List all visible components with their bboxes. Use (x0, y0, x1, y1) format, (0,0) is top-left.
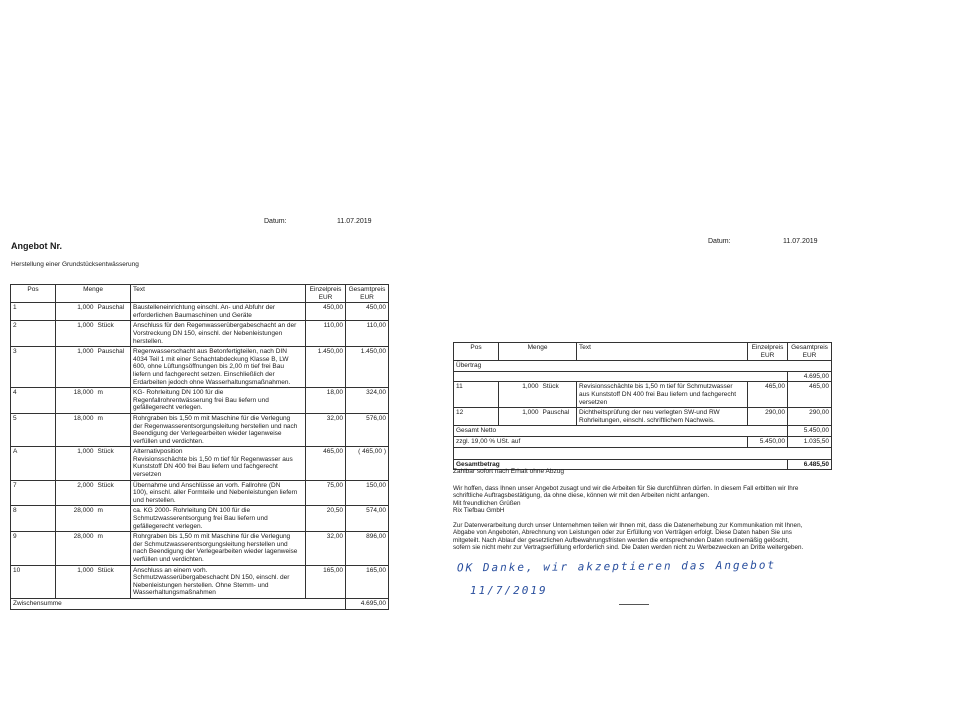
description-line: und herstellen. (133, 496, 176, 504)
row-description (131, 413, 306, 446)
row-qty: 1,000 (56, 565, 96, 598)
description-line: Anschluss an einem vorh. (133, 566, 208, 574)
offer-title: Angebot Nr. (11, 241, 62, 251)
date-value: 11.07.2019 (337, 218, 372, 225)
table-row (11, 480, 389, 506)
row-unit-price: 32,00 (306, 532, 346, 565)
handwritten-acceptance-note: OK Danke, wir akzeptieren das Angebot (456, 558, 777, 575)
subtotal-label: Zwischensumme (11, 598, 346, 609)
vat-row (454, 436, 832, 447)
row-pos: 2 (11, 321, 56, 347)
carry-label: Übertrag (454, 361, 832, 372)
row-description (131, 506, 306, 532)
net-value: 5.450,00 (788, 426, 832, 437)
row-pos: 12 (454, 408, 499, 426)
table-row (11, 303, 389, 321)
payment-note: Zahlbar sofort nach Erhalt ohne Abzug (453, 468, 564, 475)
row-description (577, 382, 748, 408)
description-line: Rohrleitungen, einschl. schriftlichem Nachweis. (579, 416, 715, 424)
description-line: Erdarbeiten jedoch ohne Wasserhaltungsmaßnahmen. (133, 378, 291, 386)
row-qty: 28,000 (56, 506, 96, 532)
text-line: Abgabe von Angeboten, Abrechnung von Leistungen oder zur Erfüllung von Verträgen erfolgt. Diese Daten haben Sie uns (453, 529, 792, 537)
description-line: Regenwasserschacht aus Betonfertigteilen, nach DIN (133, 348, 287, 356)
gross-value: 6.485,50 (788, 459, 832, 470)
row-total: 150,00 (346, 480, 389, 506)
description-line: Baustelleneinrichtung einschl. An- und Abfuhr der (133, 304, 276, 312)
date-value: 11.07.2019 (783, 238, 818, 245)
description-line: Übernahme und Anschlüsse an vorh. Fallrohre (DN (133, 481, 281, 489)
description-line: 100), einschl. aller Formteile und Nebenleistungen liefern (133, 489, 298, 497)
row-pos: 11 (454, 382, 499, 408)
subtotal-value: 4.695,00 (346, 598, 389, 609)
carry-value-row (454, 371, 832, 382)
text-line: Mit freundlichen Grüßen (453, 499, 521, 507)
privacy-text (453, 522, 833, 552)
col-header-menge: Menge (56, 285, 131, 303)
description-line: Alternativposition (133, 448, 183, 456)
description-line: gefällegerecht verlegen. (133, 404, 203, 412)
row-qty: 18,000 (56, 388, 96, 414)
description-line: Regenfallrohrentwässerung frei Bau liefern und (133, 396, 269, 404)
description-line: Anschluss für den Regenwasserübergabeschacht an der (133, 322, 297, 330)
row-pos: A (11, 447, 56, 480)
description-line: Wasserhaltungsmaßnahmen (133, 589, 216, 597)
row-unit-price: 1.450,00 (306, 347, 346, 388)
description-line: herstellen. (133, 337, 163, 345)
row-unit-price: 20,50 (306, 506, 346, 532)
description-line: KG- Rohrleitung DN 100 für die (133, 389, 224, 397)
description-line: Schmutzwasserentsorgung frei Bau liefern und (133, 515, 268, 523)
description-line: aus Kunststoff DN 400 frei Bau liefern und fachgerecht (579, 390, 737, 398)
gross-label: Gesamtbetrag (454, 459, 788, 470)
row-unit: Pauschal (96, 303, 131, 321)
row-unit: Stück (541, 382, 577, 408)
description-line: versetzen (133, 471, 162, 479)
row-description (131, 480, 306, 506)
row-description (131, 532, 306, 565)
description-line: Revisionsschächte bis 1,50 m tief für Regenwasser aus (133, 455, 293, 463)
table-row (11, 321, 389, 347)
row-pos: 4 (11, 388, 56, 414)
row-description (577, 408, 748, 426)
table-header-row (454, 343, 832, 361)
description-line: ca. KG 2000- Rohrleitung DN 100 für die (133, 507, 251, 515)
row-pos: 8 (11, 506, 56, 532)
carry-row (454, 361, 832, 372)
row-unit: Stück (96, 480, 131, 506)
row-unit-price: 110,00 (306, 321, 346, 347)
row-unit-price: 32,00 (306, 413, 346, 446)
row-pos: 1 (11, 303, 56, 321)
closing-text (453, 485, 833, 515)
description-line: liefern und fachgerecht setzen. Einschließlich der (133, 370, 275, 378)
vat-base: 5.450,00 (748, 436, 788, 447)
text-line: Zur Datenverarbeitung durch unser Unternehmen teilen wir Ihnen mit, dass die Datenerhebung zur Kommunikation mit Ihnen, (453, 522, 803, 529)
row-pos: 5 (11, 413, 56, 446)
net-label: Gesamt Netto (454, 426, 788, 437)
offer-table-left (10, 284, 389, 610)
row-unit: m (96, 506, 131, 532)
row-pos: 3 (11, 347, 56, 388)
row-total: 1.450,00 (346, 347, 389, 388)
row-qty: 1,000 (56, 303, 96, 321)
row-unit-price: 450,00 (306, 303, 346, 321)
date-label: Datum: (708, 238, 731, 245)
row-description (131, 347, 306, 388)
description-line: Nebenleistungen herstellen. Ohne Stemm- und (133, 581, 269, 589)
table-row (454, 382, 832, 408)
carry-value: 4.695,00 (788, 371, 832, 382)
subtotal-row (11, 598, 389, 609)
row-unit: m (96, 413, 131, 446)
row-pos: 7 (11, 480, 56, 506)
description-line: Beendigung der Verlegearbeiten wieder lagenweise (133, 430, 282, 438)
table-row (11, 347, 389, 388)
text-line: mitgeteilt. Nach Ablauf der gesetzlichen Aufbewahrungsfristen werden die entsprechenden Daten routinemäßig gelöscht, (453, 536, 790, 544)
row-total: 110,00 (346, 321, 389, 347)
row-description (131, 565, 306, 598)
row-qty: 1,000 (56, 347, 96, 388)
description-line: verfüllen und verdichten. (133, 437, 204, 445)
description-line: verfüllen und verdichten. (133, 556, 204, 563)
text-line: Wir hoffen, dass Ihnen unser Angebot zusagt und wir die Arbeiten für Sie durchführen dürfen. In diesem Fall erbitten wir Ihre (453, 485, 799, 492)
description-line: nach Beendigung der Verlegearbeiten wieder lagenweise (133, 548, 298, 556)
row-total: 324,00 (346, 388, 389, 414)
description-line: Rohrgraben bis 1,50 m mit Maschine für die Verlegung (133, 414, 291, 422)
offer-table-right (453, 342, 832, 470)
row-unit-price: 75,00 (306, 480, 346, 506)
col-header-gesamtpreis: Gesamtpreis EUR (788, 343, 832, 361)
text-line: Rix Tiefbau GmbH (453, 507, 505, 515)
row-pos: 10 (11, 565, 56, 598)
row-description (131, 388, 306, 414)
row-pos: 9 (11, 532, 56, 565)
row-qty: 28,000 (56, 532, 96, 565)
table-row (11, 413, 389, 446)
col-header-pos: Pos (454, 343, 499, 361)
row-description (131, 321, 306, 347)
signature-line (619, 604, 649, 605)
col-header-gesamtpreis: Gesamtpreis EUR (346, 285, 389, 303)
row-unit-price: 290,00 (748, 408, 788, 426)
row-qty: 2,000 (56, 480, 96, 506)
row-unit-price: 465,00 (306, 447, 346, 480)
vat-label: zzgl. 19,00 % USt. auf (454, 436, 748, 447)
row-total: 574,00 (346, 506, 389, 532)
row-total: 165,00 (346, 565, 389, 598)
row-total: 450,00 (346, 303, 389, 321)
row-description (131, 303, 306, 321)
table-header-row (11, 285, 389, 303)
description-line: versetzen (579, 398, 608, 406)
row-unit-price: 18,00 (306, 388, 346, 414)
date-label: Datum: (264, 218, 287, 225)
net-row (454, 426, 832, 437)
description-line: gefällegerecht verlegen. (133, 522, 203, 530)
row-total: 576,00 (346, 413, 389, 446)
row-qty: 1,000 (56, 447, 96, 480)
table-row (11, 565, 389, 598)
col-header-text: Text (577, 343, 748, 361)
row-qty: 18,000 (56, 413, 96, 446)
text-line: schriftliche Auftragsbestätigung, da ohne diese, können wir mit den Arbeiten nicht anfangen. (453, 492, 710, 500)
row-unit: Stück (96, 447, 131, 480)
row-unit-price: 465,00 (748, 382, 788, 408)
vat-value: 1.035,50 (788, 436, 832, 447)
row-unit: m (96, 532, 131, 565)
handwritten-date: 11/7/2019 (470, 584, 548, 597)
offer-subtitle: Herstellung einer Grundstücksentwässerung (11, 261, 139, 268)
row-total: 896,00 (346, 532, 389, 565)
row-unit: m (96, 388, 131, 414)
text-line: sofern sie nicht mehr zur Vertragserfüllung erforderlich sind. Die Daten werden nicht zu Werbezwecken an Dritte weitergeben. (453, 544, 804, 552)
description-line: Vorstreckung DN 150, einschl. der Nebenleistungen (133, 329, 283, 337)
description-line: Dichtheitsprüfung der neu verlegten SW-und RW (579, 409, 720, 417)
row-unit: Stück (96, 565, 131, 598)
description-line: der Regenwasserentsorgungsleitung herstellen und nach (133, 422, 298, 430)
row-description (131, 447, 306, 480)
description-line: 600, ohne Lüftungsöffnungen bis 2,00 m tief frei Bau (133, 363, 284, 371)
row-unit: Pauschal (96, 347, 131, 388)
row-qty: 1,000 (499, 408, 541, 426)
description-line: Rohrgraben bis 1,50 m mit Maschine für die Verlegung (133, 533, 291, 541)
table-row (11, 388, 389, 414)
row-total: 290,00 (788, 408, 832, 426)
table-row (11, 532, 389, 565)
description-line: Kunststoff DN 400 frei Bau liefern und fachgerecht (133, 463, 278, 471)
row-unit-price: 165,00 (306, 565, 346, 598)
col-header-text: Text (131, 285, 306, 303)
table-row (11, 506, 389, 532)
description-line: der Schmutzwasserentsorgungsleitung herstellen und (133, 540, 288, 548)
col-header-menge: Menge (499, 343, 577, 361)
description-line: 4034 Teil 1 mit einer Schachtabdeckung Klasse B, LW (133, 355, 289, 363)
table-row (11, 447, 389, 480)
row-unit: Stück (96, 321, 131, 347)
row-total: 465,00 (788, 382, 832, 408)
row-qty: 1,000 (499, 382, 541, 408)
row-unit: Pauschal (541, 408, 577, 426)
description-line: Revisionsschächte bis 1,50 m tief für Schmutzwasser (579, 383, 733, 391)
row-total: ( 465,00 ) (346, 447, 389, 480)
col-header-einzelpreis: Einzelpreis EUR (748, 343, 788, 361)
col-header-einzelpreis: Einzelpreis EUR (306, 285, 346, 303)
description-line: Schmutzwasserübergabeschacht DN 150, einschl. der (133, 574, 290, 582)
col-header-pos: Pos (11, 285, 56, 303)
table-row (454, 408, 832, 426)
description-line: erforderlichen Baumaschinen und Geräte (133, 311, 252, 319)
row-qty: 1,000 (56, 321, 96, 347)
